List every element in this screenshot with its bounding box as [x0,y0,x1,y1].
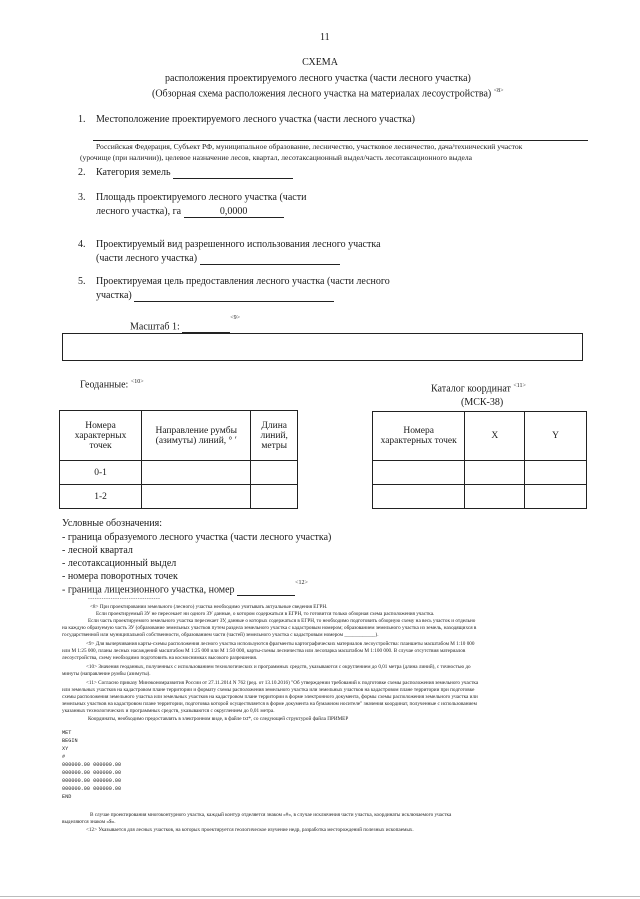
geodata-table [59,410,298,509]
geodata-table-header [60,411,298,461]
footnote-11-line: указанных технологических и программных средств, указываются с округлением до 0,01 метра. [62,708,275,714]
item-3-number: 3. [78,192,86,203]
item-1-number: 1. [78,114,86,125]
legend-item: - граница образуемого лесного участка (части лесного участка) [62,532,332,543]
item-3-label-line-2: лесного участка), га 0,0000 [96,206,284,218]
geodata-label: Геоданные: $^{<10>}$ [80,379,144,391]
title-subtitle: расположения проектируемого лесного участка (части лесного участка) [165,73,471,84]
legend-item-license: - граница лицензионного участка, номер $^{<12>}$ [62,580,308,596]
legend-title: Условные обозначения: [62,518,163,529]
footnote-9-line: или М 1:25 000, планы лесных насаждений масштабом М 1:25 000 или М 1:50 000, карты-схемы лесничества или лесопарка масштабом М 1:100 000. В случае отсутствия материалов [62,648,466,654]
footnote-11-line: земельных участков на кадастровом плане территории, подготовка которой осуществляется в форме документа на бумажном носителе" значения координат, полученные с использованием [62,701,477,707]
item-1-label: Местоположение проектируемого лесного участка (части лесного участка) [96,114,415,125]
file-example-line: # [62,754,66,760]
table-cell[interactable] [142,461,251,485]
scale-box[interactable] [62,333,583,361]
footnote-8-line: Если проектируемый ЗУ не пересекает ни одного ЗУ данные, о котором содержаться в ЕГРН, то готовится только обзорная схема расположения участка. [96,611,435,617]
table-cell[interactable] [525,461,587,485]
footnote-8-line: на каждую образуемую часть ЗУ (образование земельных участков путем раздела земельного участка с кадастровым номером; образованием земельного участка из земель, находящихся в [62,625,477,631]
item-4-label-line-2: (части лесного участка) [96,253,340,265]
file-example-line: 000000.00 000000.00 [62,762,122,768]
page-number: 11 [320,32,330,43]
file-example-line: BEGIN [62,738,78,744]
table-row [60,461,298,485]
item-5-label-line-2: участка) [96,290,334,302]
footnote-8-line: Если часть проектируемого земельного участка пересекает ЗУ, данные о которых содержаться в ЕГРН, то необходимо подготовить обзорную схему на весь участок и отдельно [88,618,476,624]
header-x: X [465,412,525,461]
footnote-separator: -------------------------------- [88,596,161,602]
header-y: Y [525,412,587,461]
table-cell[interactable] [373,485,465,509]
footnote-10-line: <10> Значения геоданных, полученных с использованием технологических и программных средств, указываются с округлением до 0,01 метра (длина линий), с точностью до [86,664,471,670]
header-length: Длина линий, метры [251,411,298,461]
footnote-11-line: Координаты, необходимо предоставлять в электронном виде, в файле txt*, со следующей структурой файла ПРИМЕР [88,716,349,722]
item-2-label: Категория земель [96,167,293,179]
table-cell[interactable]: 0-1 [60,461,142,485]
footnote-10-line: минуты (направление румбы (азимуты). [62,671,151,677]
location-hint-line-2: (урочище (при наличии)), целевое назначение лесов, квартал, лесотаксационный выдел/часть лесотаксационного выдела [80,153,473,162]
scale-label: Масштаб 1: $^{<9>}$ [130,315,241,333]
header-points: Номера характерных точек [373,412,465,461]
table-cell[interactable] [251,485,298,509]
purpose-field[interactable] [134,290,334,302]
catalog-system: (МСК-38) [461,397,504,408]
item-5-label-line-1: Проектируемая цель предоставления лесного участка (части лесного [96,276,390,287]
file-example-line: 000000.00 000000.00 [62,770,122,776]
table-cell[interactable] [251,461,298,485]
footnote-11-line: схемы расположения земельного участка или земельных участков на кадастровом плане территории в форме электронного документа, формы схемы расположения земельного участка или [62,694,478,700]
table-cell[interactable] [525,485,587,509]
item-1-fill-line[interactable] [93,140,588,141]
multicontour-note-line: выделяются знаком «$». [62,819,116,825]
legend-item: - номера поворотных точек [62,571,178,582]
footnote-8-line: государственной или муниципальной собственности, образованием части (частей) земельного участка с кадастровым номером ____________). [62,632,379,638]
footnote-8-line: <8> При проектировании земельного (лесного) участка необходимо учитывать актуальные сведения ЕГРН. [90,604,328,610]
multicontour-note-line: В случае проектирования многоконтурного участка, каждый контур отделяется знаком «#», в случае исключения части участка, координаты исключаемого участка [90,812,452,818]
table-cell[interactable] [373,461,465,485]
item-5-number: 5. [78,276,86,287]
file-example-line: MET [62,730,72,736]
legend-item: - лесной квартал [62,545,133,556]
coordinate-table [372,411,587,509]
area-field[interactable]: 0,0000 [184,206,284,218]
file-example-line: 000000.00 000000.00 [62,786,122,792]
land-category-field[interactable] [173,167,293,179]
footnote-9-line: лесоустройства, схему необходимо подготовить на космоснимках высокого разрешения. [62,655,258,661]
item-2-number: 2. [78,167,86,178]
table-cell[interactable] [142,485,251,509]
item-4-number: 4. [78,239,86,250]
title-review-scheme: (Обзорная схема расположения лесного участка на материалах лесоустройства) $^{<8>}$ [152,88,504,100]
table-cell[interactable]: 1-2 [60,485,142,509]
item-4-label-line-1: Проектируемый вид разрешенного использования лесного участка [96,239,381,250]
coordinate-table-header [373,412,587,461]
table-cell[interactable] [465,461,525,485]
footnote-11-line: <11> Согласно приказу Минэкономразвития России от 27.11.2014 N 762 (ред. от 13.10.2016) "Об утверждении требований к подготовке схемы расположения земельного участка [86,680,479,686]
footnote-12-line: <12> Указывается для лесных участков, на которых проектируется геологическое изучение недр, разработка месторождений полезных ископаемых. [86,827,414,833]
table-cell[interactable] [465,485,525,509]
legend-item: - лесотаксационный выдел [62,558,177,569]
footnote-11-line: или земельных участков на кадастровом плане территории и формату схемы расположения земельного участка или земельных участков на кадастровом плане территории при подготовке [62,687,475,693]
file-example-line: END [62,794,72,800]
title-schema: СХЕМА [302,57,338,68]
page-edge [0,896,640,897]
header-direction: Направление румбы (азимуты) линий, ° ′ [142,411,251,461]
table-row [60,485,298,509]
item-3-label-line-1: Площадь проектируемого лесного участка (части [96,192,307,203]
license-number-field[interactable] [237,584,295,596]
file-example-line: XY [62,746,69,752]
scale-field[interactable] [182,321,230,333]
permitted-use-field[interactable] [200,253,340,265]
table-row [373,461,587,485]
file-example-line: 000000.00 000000.00 [62,778,122,784]
header-points: Номера характерных точек [60,411,142,461]
location-hint-line-1: Российская Федерация, Субъект РФ, муниципальное образование, лесничество, участковое лесничество, дача/технический участок [96,142,523,151]
footnote-9-line: <9> Для вычерчивания карты-схемы расположения лесного участка используются фрагменты картографических материалов лесоустройства: планшеты масштабом М 1:10 000 [86,641,475,647]
table-row [373,485,587,509]
catalog-label: Каталог координат $^{<11>}$ [431,383,526,395]
